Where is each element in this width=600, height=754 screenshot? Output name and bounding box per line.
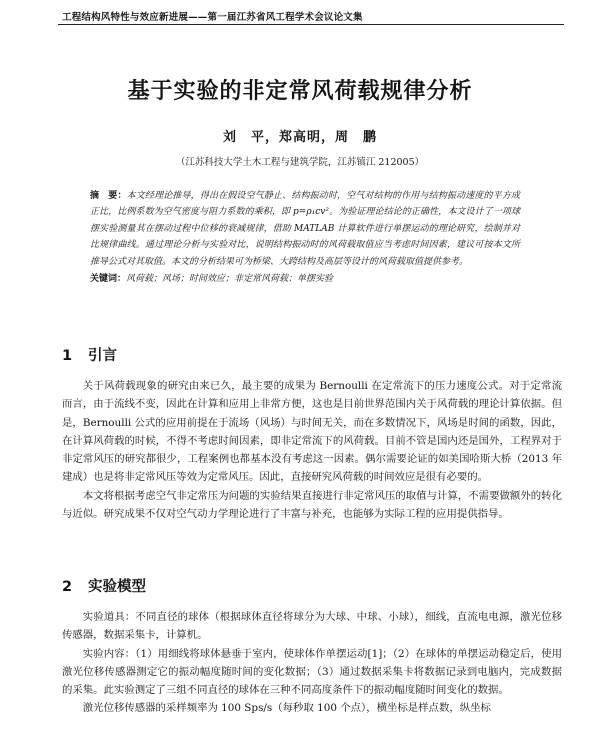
paragraph: 关于风荷载现象的研究由来已久，最主要的成果为 Bernoulli 在定常流下的压力速度公式。对于定常流而言，由于流线不变，因此在计算和应用上非常方便，这也是目前世界范围内关于风荷载的理论计算依据。但是，Bernoulli 公式的应用前提在于流场（风场）与时间无关，而在多数情况下，风场是时间的函数，因此，在计算风荷载的时候，不得不考虑时间因素，即非定常流下的风荷载。目前不管是国内还是国外，工程界对于非定常风压的研究都很少，工程案例也都基本没有考虑这一因素。偶尔需要论证的如美国哈斯大桥（2013 年建成）也是将非定常风压等效为定常风压。因此，直接研究风荷载的时间效应是很有必要的。 [62,380,562,484]
abstract-block [90,188,520,287]
paragraph: 实验内容：（1）用细线将球体悬垂于室内，使球体作单摆运动[1]；（2）在球体的单摆运动稳定后，使用激光位移传感器测定它的振动幅度随时间的变化数据；（3）通过数据采集卡将数据记录到电脑内，完成数据的采集。此实验测定了三组不同直径的球体在三种不同高度条件下的振动幅度随时间变化的数据。 [62,647,562,697]
paragraph: 实验道具：不同直径的球体（根据球体直径将球分为大球、中球、小球），细线，直流电电源，激光位移传感器，数据采集卡，计算机。 [62,611,562,642]
paragraph: 激光位移传感器的采样频率为 100 Sps/s（每秒取 100 个点），横坐标是样点数，纵坐标 [82,702,491,715]
paper-title: 基于实验的非定常风荷载规律分析 [127,79,473,104]
section-1-body [62,377,562,523]
keywords-line [90,271,520,287]
section-title: 引言 [88,348,117,364]
abstract-label: 摘 要： [90,191,127,201]
section-title: 实验模型 [88,579,146,595]
abstract-paragraph [90,188,520,270]
keywords-label: 关键词： [90,274,127,285]
section-number: 1 [62,348,73,364]
section-heading-2 [62,575,146,596]
header-rule [58,24,564,25]
section-heading-1 [62,344,117,365]
affiliation: （江苏科技大学土木工程与建筑学院，江苏镇江 212005） [175,157,425,168]
section-2-body [62,608,562,718]
authors: 刘 平，郑高明，周 鹏 [222,130,377,145]
running-head: 工程结构风特性与效应新进展——第一届江苏省风工程学术会议论文集 [62,12,363,23]
keywords-text: 风荷载；风场；时间效应；非定常风荷载；单摆实验 [126,274,334,285]
abstract-text: 本文经理论推导，得出在假设空气静止、结构振动时，空气对结构的作用与结构振动速度的平方成正比，比例系数为空气密度与阻力系数的乘积，即 p=ρ₁cv²。为验证理论结论的正确性，本文设计了一项球摆实验测量其在摆动过程中位移的衰减规律，借助 MATLAB 计算软件进行单摆运动的理论研究，绘制并对比规律曲线。通过理论分析与实验对比，说明结构振动时的风荷载取值应当考虑时间因素，建议可按本文所推导公式对其取值。本文的分析结果可为桥梁、大跨结构及高层等设计的风荷载取值提供参考。 [90,191,520,267]
section-number: 2 [62,579,73,595]
paragraph: 本文将根据考虑空气非定常压为问题的实验结果直接进行非定常风压的取值与计算，不需要做额外的转化与近似。研究成果不仅对空气动力学理论进行了丰富与补充，也能够为实际工程的应用提供指导。 [62,489,562,521]
